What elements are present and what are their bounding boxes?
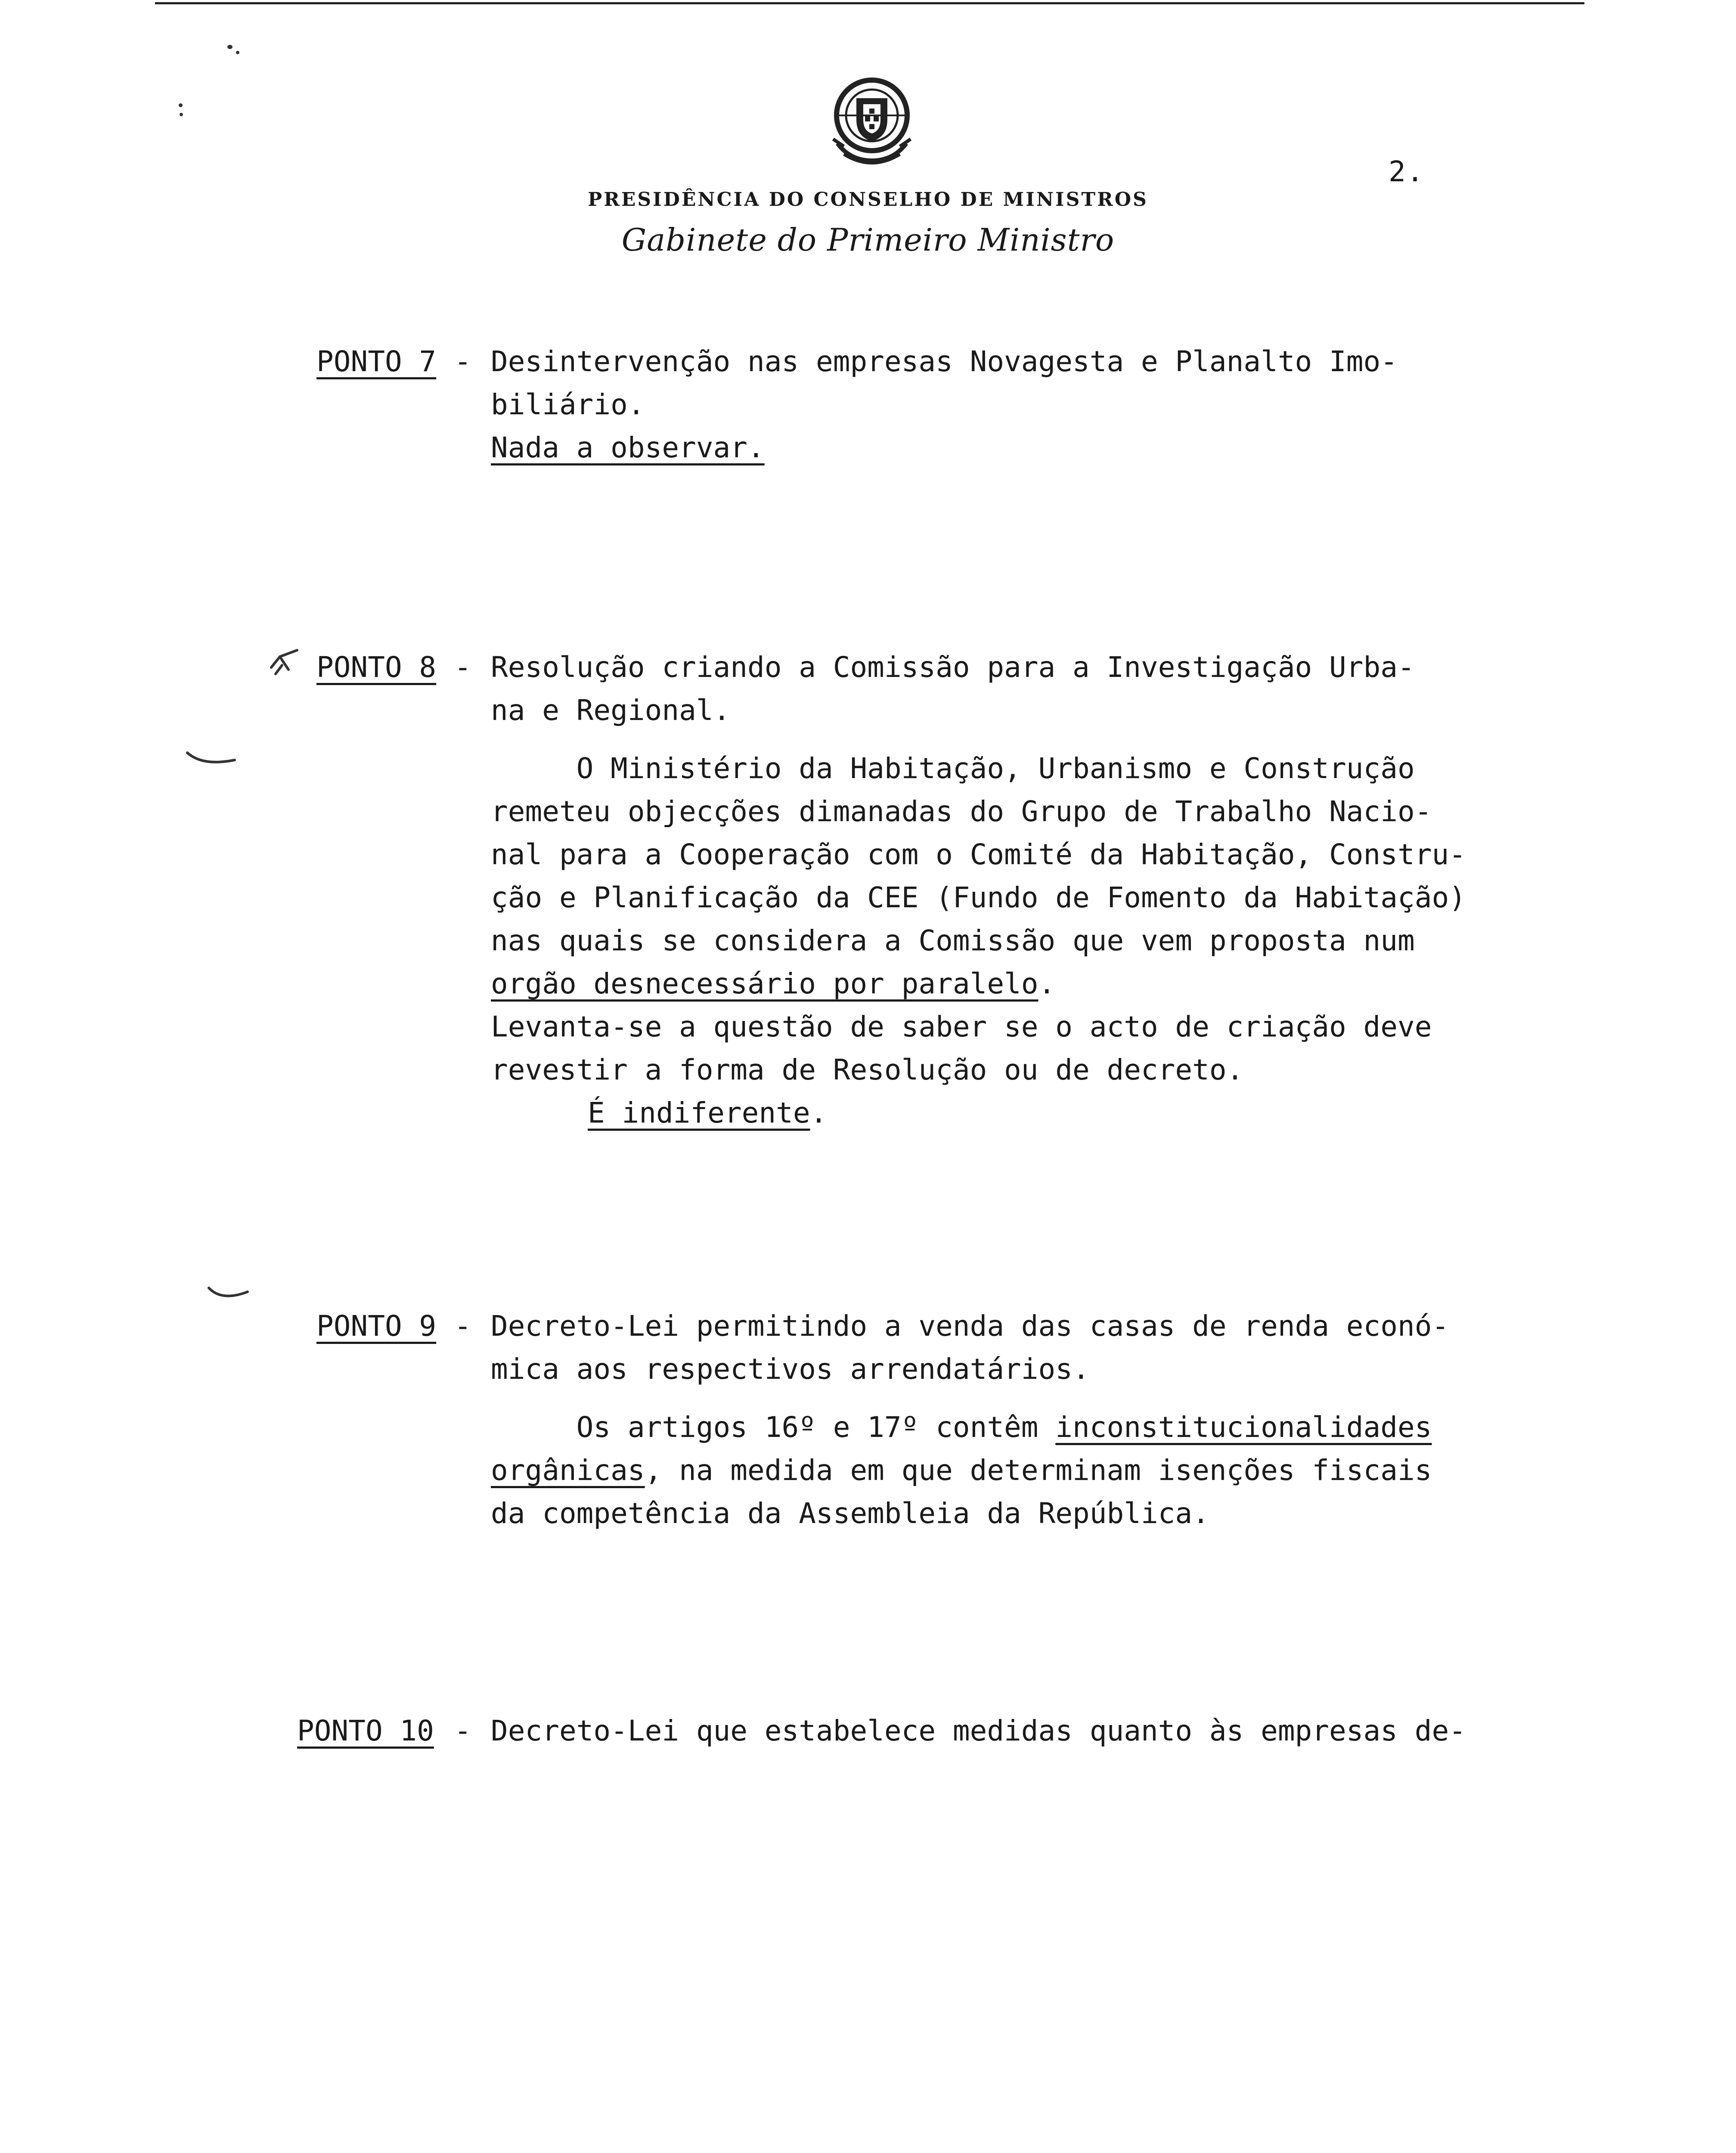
underlined-phrase: É indiferente bbox=[588, 1096, 810, 1129]
item-separator: - bbox=[454, 651, 471, 684]
body-line: revestir a forma de Resolução ou de decreto. bbox=[491, 1053, 1244, 1086]
body-line: da competência da Assembleia da República. bbox=[491, 1497, 1209, 1530]
page-number: 2. bbox=[1389, 155, 1425, 188]
handwritten-check-icon bbox=[267, 644, 301, 678]
body-line bbox=[491, 1449, 1498, 1492]
item-note bbox=[491, 426, 1498, 469]
body-fragment: . bbox=[1038, 967, 1056, 1000]
scan-speck bbox=[179, 103, 183, 107]
body-fragment: Os artigos 16º e 17º contêm bbox=[491, 1411, 1056, 1444]
scan-speck bbox=[227, 45, 232, 49]
item-note-text: Nada a observar. bbox=[491, 431, 765, 464]
item-label-text: PONTO 9 bbox=[316, 1309, 437, 1343]
handwritten-tick-icon bbox=[207, 1285, 250, 1303]
office-name: Gabinete do Primeiro Ministro bbox=[621, 222, 1115, 258]
body-line: remeteu objecções dimanadas do Grupo de Trabalho Nacio- bbox=[491, 795, 1432, 828]
body-line bbox=[588, 1092, 1492, 1135]
item-title-line: na e Regional. bbox=[491, 694, 731, 727]
coat-of-arms-icon bbox=[820, 68, 924, 180]
body-line: ção e Planificação da CEE (Fundo de Fomento da Habitação) bbox=[491, 881, 1466, 914]
item-title-line: Decreto-Lei que estabelece medidas quanto às empresas de- bbox=[491, 1714, 1466, 1747]
body-line: nas quais se considera a Comissão que vem proposta num bbox=[491, 924, 1415, 957]
underlined-phrase: orgão desnecessário por paralelo bbox=[491, 967, 1038, 1000]
item-title-line: Resolução criando a Comissão para a Investigação Urba- bbox=[491, 651, 1415, 684]
underlined-phrase: inconstitucionalidades bbox=[1055, 1411, 1432, 1444]
handwritten-tick-icon bbox=[185, 749, 237, 766]
item-title-line: mica aos respectivos arrendatários. bbox=[491, 1353, 1090, 1386]
body-line bbox=[491, 962, 1498, 1005]
item-label bbox=[297, 1709, 434, 1753]
scan-speck bbox=[236, 51, 239, 54]
item-title-line: Desintervenção nas empresas Novagesta e Planalto Imo- bbox=[491, 345, 1398, 378]
underlined-phrase: orgânicas bbox=[491, 1454, 645, 1487]
body-line: Levanta-se a questão de saber se o acto de criação deve bbox=[491, 1010, 1432, 1043]
item-title-line: Decreto-Lei permitindo a venda das casas de renda econó- bbox=[491, 1309, 1449, 1343]
item-label bbox=[316, 340, 436, 383]
item-title-line: biliário. bbox=[491, 388, 645, 421]
item-separator: - bbox=[454, 1714, 471, 1747]
item-label bbox=[316, 646, 436, 689]
institution-name: PRESIDÊNCIA DO CONSELHO DE MINISTROS bbox=[588, 189, 1148, 211]
body-line: nal para a Cooperação com o Comité da Habitação, Constru- bbox=[491, 838, 1466, 871]
item-label-text: PONTO 10 bbox=[297, 1714, 434, 1747]
item-label bbox=[316, 1305, 436, 1348]
body-line bbox=[491, 1406, 1498, 1449]
body-line: O Ministério da Habitação, Urbanismo e Construção bbox=[491, 752, 1415, 785]
top-rule bbox=[155, 2, 1584, 4]
body-fragment: . bbox=[810, 1096, 828, 1129]
scan-speck bbox=[180, 113, 183, 116]
item-label-text: PONTO 8 bbox=[316, 651, 437, 684]
item-separator: - bbox=[454, 345, 471, 378]
body-fragment: , na medida em que determinam isenções fiscais bbox=[645, 1454, 1432, 1487]
item-separator: - bbox=[454, 1309, 471, 1343]
item-label-text: PONTO 7 bbox=[316, 345, 437, 378]
